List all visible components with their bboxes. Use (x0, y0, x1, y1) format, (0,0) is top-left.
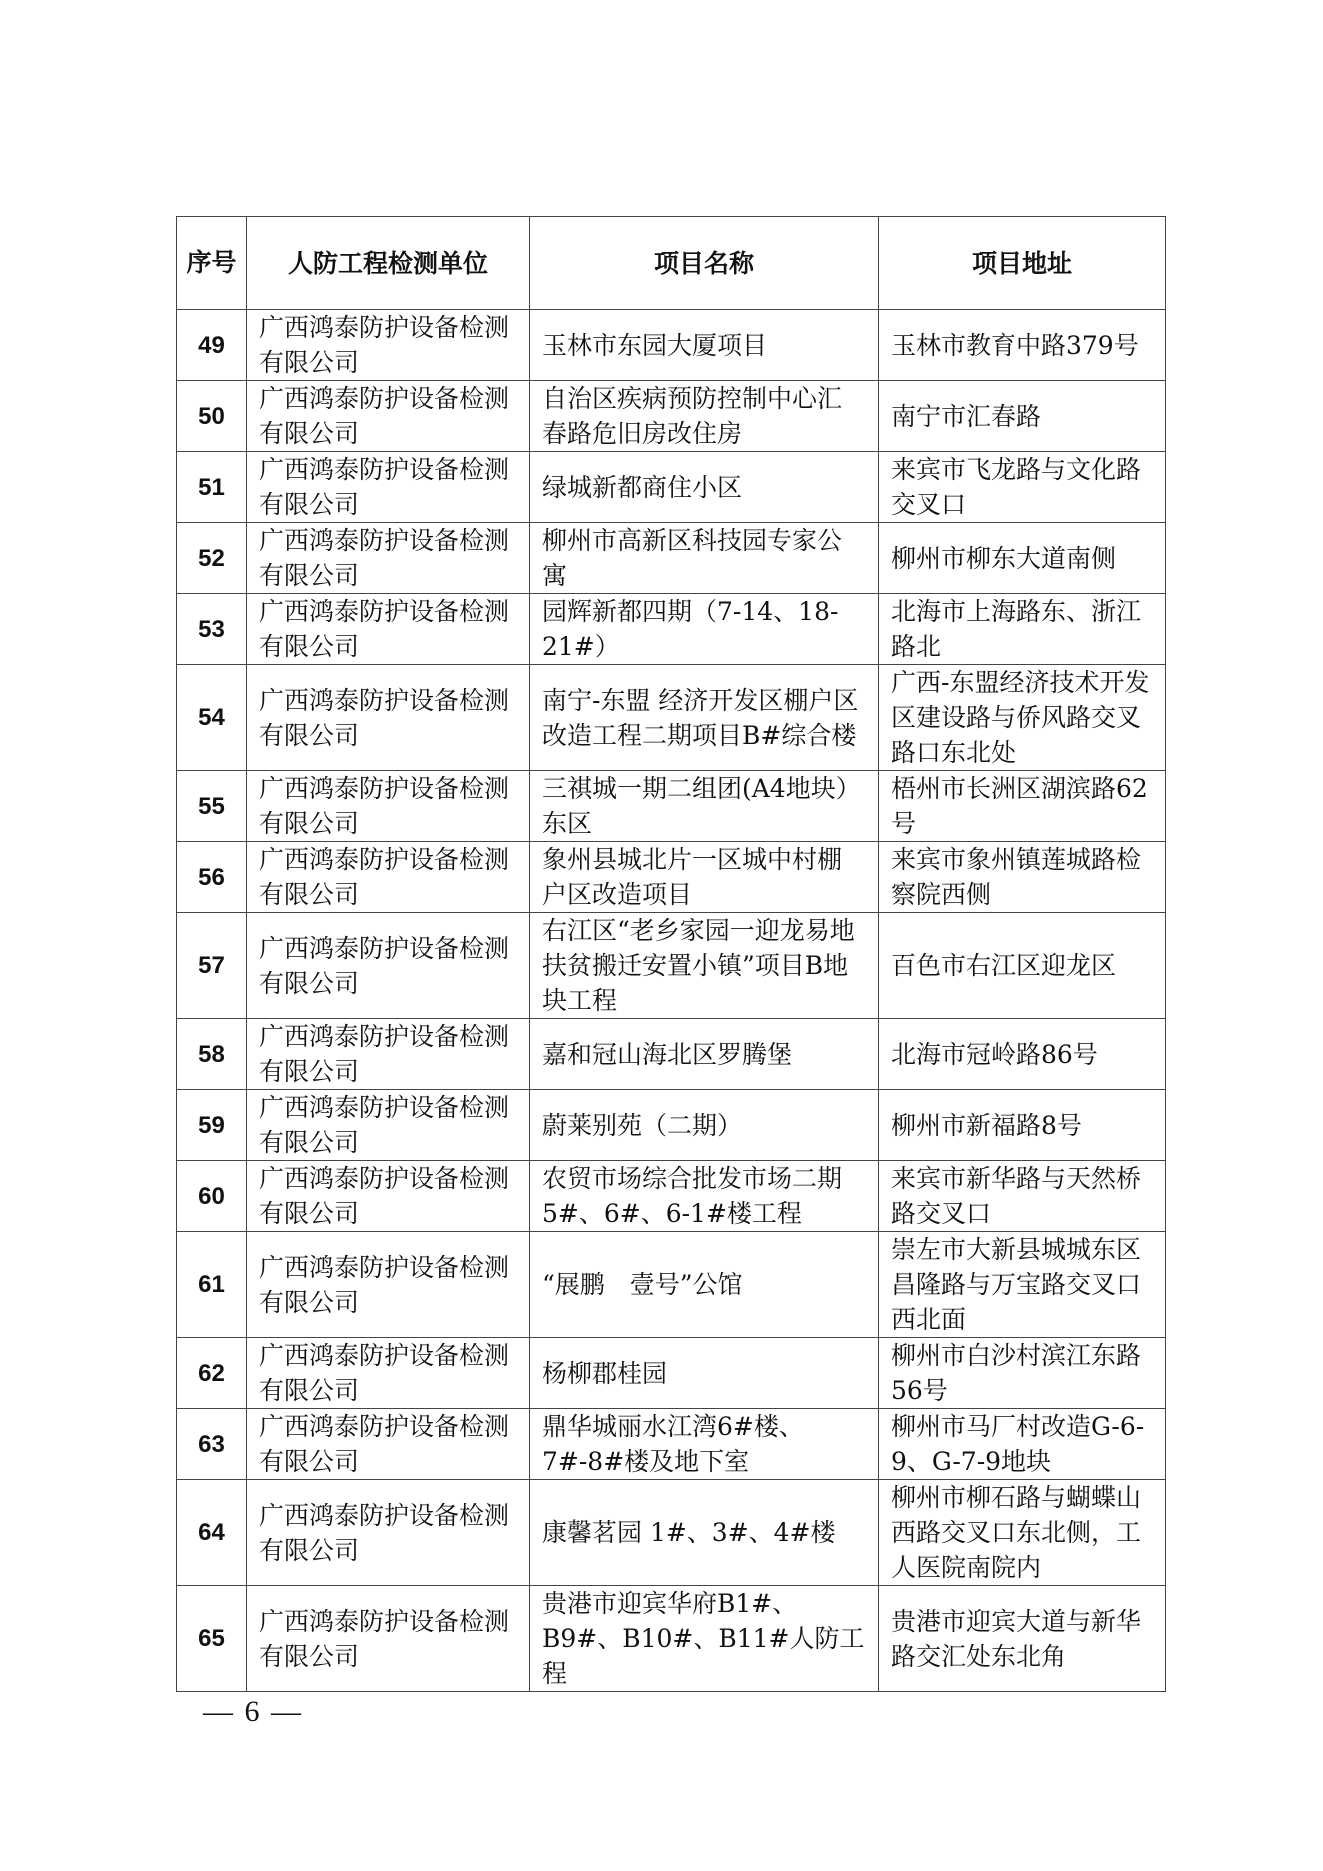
row-number: 59 (177, 1090, 247, 1161)
row-unit: 广西鸿泰防护设备检测有限公司 (247, 452, 530, 523)
row-unit: 广西鸿泰防护设备检测有限公司 (247, 1338, 530, 1409)
row-number: 61 (177, 1232, 247, 1338)
row-number: 64 (177, 1480, 247, 1586)
row-project-address: 柳州市柳石路与蝴蝶山西路交叉口东北侧，工人医院南院内 (879, 1480, 1166, 1586)
row-project-name: 园辉新都四期（7-14、18-21#） (530, 594, 879, 665)
row-number: 62 (177, 1338, 247, 1409)
row-unit: 广西鸿泰防护设备检测有限公司 (247, 1586, 530, 1692)
row-project-name: 鼎华城丽水江湾6#楼、7#-8#楼及地下室 (530, 1409, 879, 1480)
row-project-address: 广西-东盟经济技术开发区建设路与侨风路交叉路口东北处 (879, 665, 1166, 771)
table-row (177, 594, 1166, 665)
page-number: — 6 — (203, 1695, 303, 1728)
row-project-name: 贵港市迎宾华府B1#、B9#、B10#、B11#人防工程 (530, 1586, 879, 1692)
row-number: 58 (177, 1019, 247, 1090)
row-project-address: 北海市冠岭路86号 (879, 1019, 1166, 1090)
row-project-address: 贵港市迎宾大道与新华路交汇处东北角 (879, 1586, 1166, 1692)
table-row (177, 1409, 1166, 1480)
row-number: 55 (177, 771, 247, 842)
row-number: 51 (177, 452, 247, 523)
table-row (177, 452, 1166, 523)
table-row (177, 1090, 1166, 1161)
table-row (177, 665, 1166, 771)
row-project-address: 来宾市象州镇莲城路检察院西侧 (879, 842, 1166, 913)
row-number: 63 (177, 1409, 247, 1480)
row-project-address: 崇左市大新县城城东区昌隆路与万宝路交叉口西北面 (879, 1232, 1166, 1338)
header-name: 项目名称 (530, 217, 879, 310)
row-project-name: 南宁-东盟 经济开发区棚户区改造工程二期项目B#综合楼 (530, 665, 879, 771)
row-unit: 广西鸿泰防护设备检测有限公司 (247, 1019, 530, 1090)
row-unit: 广西鸿泰防护设备检测有限公司 (247, 1161, 530, 1232)
table-row (177, 1480, 1166, 1586)
table-row (177, 913, 1166, 1019)
row-project-name: 杨柳郡桂园 (530, 1338, 879, 1409)
table-row (177, 1232, 1166, 1338)
row-number: 52 (177, 523, 247, 594)
table-row (177, 842, 1166, 913)
table-row (177, 771, 1166, 842)
row-project-address: 柳州市白沙村滨江东路56号 (879, 1338, 1166, 1409)
row-project-address: 柳州市新福路8号 (879, 1090, 1166, 1161)
row-unit: 广西鸿泰防护设备检测有限公司 (247, 1480, 530, 1586)
row-project-name: 蔚莱别苑（二期） (530, 1090, 879, 1161)
row-project-name: 象州县城北片一区城中村棚户区改造项目 (530, 842, 879, 913)
row-unit: 广西鸿泰防护设备检测有限公司 (247, 594, 530, 665)
row-project-name: 右江区“老乡家园一迎龙易地扶贫搬迁安置小镇”项目B地块工程 (530, 913, 879, 1019)
row-project-address: 柳州市马厂村改造G-6-9、G-7-9地块 (879, 1409, 1166, 1480)
table-row (177, 310, 1166, 381)
table-row (177, 1019, 1166, 1090)
row-number: 53 (177, 594, 247, 665)
row-project-address: 来宾市新华路与天然桥路交叉口 (879, 1161, 1166, 1232)
row-unit: 广西鸿泰防护设备检测有限公司 (247, 842, 530, 913)
table-header-row (177, 217, 1166, 310)
row-number: 54 (177, 665, 247, 771)
header-unit: 人防工程检测单位 (247, 217, 530, 310)
project-table (176, 216, 1166, 1692)
table-row (177, 1586, 1166, 1692)
row-number: 56 (177, 842, 247, 913)
row-number: 60 (177, 1161, 247, 1232)
row-number: 65 (177, 1586, 247, 1692)
row-project-name: 自治区疾病预防控制中心汇春路危旧房改住房 (530, 381, 879, 452)
row-project-name: 农贸市场综合批发市场二期5#、6#、6-1#楼工程 (530, 1161, 879, 1232)
row-unit: 广西鸿泰防护设备检测有限公司 (247, 665, 530, 771)
row-project-name: 嘉和冠山海北区罗腾堡 (530, 1019, 879, 1090)
row-project-name: 康馨茗园 1#、3#、4#楼 (530, 1480, 879, 1586)
table-row (177, 381, 1166, 452)
row-unit: 广西鸿泰防护设备检测有限公司 (247, 1090, 530, 1161)
row-unit: 广西鸿泰防护设备检测有限公司 (247, 1232, 530, 1338)
row-unit: 广西鸿泰防护设备检测有限公司 (247, 523, 530, 594)
row-unit: 广西鸿泰防护设备检测有限公司 (247, 310, 530, 381)
table-row (177, 1338, 1166, 1409)
row-number: 49 (177, 310, 247, 381)
row-number: 57 (177, 913, 247, 1019)
header-no: 序号 (177, 217, 247, 310)
row-project-address: 北海市上海路东、浙江路北 (879, 594, 1166, 665)
row-unit: 广西鸿泰防护设备检测有限公司 (247, 381, 530, 452)
row-project-name: 玉林市东园大厦项目 (530, 310, 879, 381)
row-unit: 广西鸿泰防护设备检测有限公司 (247, 913, 530, 1019)
row-unit: 广西鸿泰防护设备检测有限公司 (247, 771, 530, 842)
row-project-address: 百色市右江区迎龙区 (879, 913, 1166, 1019)
row-project-name: 柳州市高新区科技园专家公寓 (530, 523, 879, 594)
row-project-address: 来宾市飞龙路与文化路交叉口 (879, 452, 1166, 523)
row-project-name: 三祺城一期二组团(A4地块）东区 (530, 771, 879, 842)
row-project-address: 梧州市长洲区湖滨路62号 (879, 771, 1166, 842)
row-project-address: 南宁市汇春路 (879, 381, 1166, 452)
row-project-name: “展鹏 壹号”公馆 (530, 1232, 879, 1338)
table-row (177, 1161, 1166, 1232)
header-address: 项目地址 (879, 217, 1166, 310)
row-project-address: 柳州市柳东大道南侧 (879, 523, 1166, 594)
table-row (177, 523, 1166, 594)
row-unit: 广西鸿泰防护设备检测有限公司 (247, 1409, 530, 1480)
row-project-address: 玉林市教育中路379号 (879, 310, 1166, 381)
row-number: 50 (177, 381, 247, 452)
row-project-name: 绿城新都商住小区 (530, 452, 879, 523)
